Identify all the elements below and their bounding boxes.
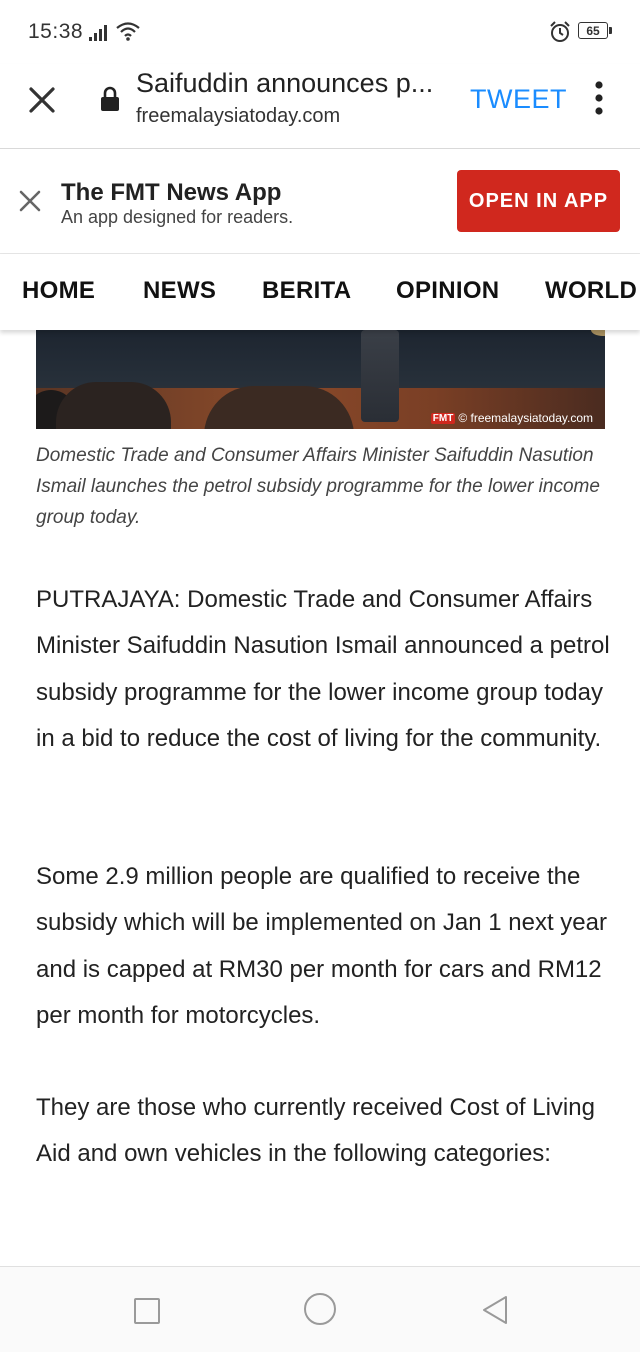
article-paragraph: They are those who currently received Cost of Living Aid and own vehicles in the following categories: — [36, 1094, 595, 1168]
signal-icon — [89, 23, 111, 41]
nav-item-world[interactable]: WORLD — [545, 277, 638, 304]
open-in-app-button[interactable]: OPEN IN APP — [457, 170, 620, 232]
article-image — [36, 330, 605, 429]
image-audience — [56, 382, 171, 429]
lock-icon — [100, 86, 120, 112]
more-options-icon[interactable] — [589, 80, 609, 116]
app-install-banner — [0, 149, 640, 254]
nav-item-opinion[interactable]: OPINION — [396, 277, 500, 304]
status-bar — [0, 0, 640, 64]
nav-item-berita[interactable]: BERITA — [262, 277, 352, 304]
system-navigation-bar — [0, 1266, 640, 1352]
status-time: 15:38 — [28, 20, 84, 43]
wifi-icon — [115, 20, 141, 42]
page-title: Saifuddin announces p... — [136, 68, 434, 98]
alarm-icon — [549, 21, 571, 43]
nav-item-home[interactable]: HOME — [22, 277, 96, 304]
home-icon[interactable] — [304, 1293, 336, 1325]
close-icon[interactable] — [26, 84, 58, 116]
back-icon[interactable] — [480, 1294, 510, 1326]
browser-toolbar — [0, 64, 640, 149]
image-caption: Domestic Trade and Consumer Affairs Minister Saifuddin Nasution Ismail launches the petrol subsidy programme for the lower income group today. — [36, 445, 600, 528]
banner-title: The FMT News App — [61, 179, 282, 206]
banner-subtitle: An app designed for readers. — [61, 207, 294, 227]
section-nav — [0, 254, 640, 330]
fmt-logo: FMT — [432, 412, 454, 424]
battery-tip — [609, 27, 612, 34]
tweet-button[interactable]: TWEET — [470, 84, 567, 114]
battery-indicator: 65 — [578, 22, 608, 39]
image-speaker — [361, 330, 399, 422]
image-decoration — [591, 330, 605, 336]
image-watermark — [431, 411, 593, 425]
page-domain: freemalaysiatoday.com — [136, 105, 341, 127]
recent-apps-icon[interactable] — [134, 1298, 160, 1324]
article-paragraph: PUTRAJAYA: Domestic Trade and Consumer Affairs Minister Saifuddin Nasution Ismail announced a petrol subsidy programme for the lower income group today in a bid to reduce the cost of living for the community. — [36, 586, 610, 752]
watermark-text: © freemalaysiatoday.com — [458, 411, 593, 425]
article-paragraph: Some 2.9 million people are qualified to receive the subsidy which will be implemented on Jan 1 next year and is capped at RM30 per month for cars and RM12 per month for motorcycles. — [36, 863, 607, 1029]
banner-close-icon[interactable] — [18, 189, 42, 213]
nav-item-news[interactable]: NEWS — [143, 277, 217, 304]
